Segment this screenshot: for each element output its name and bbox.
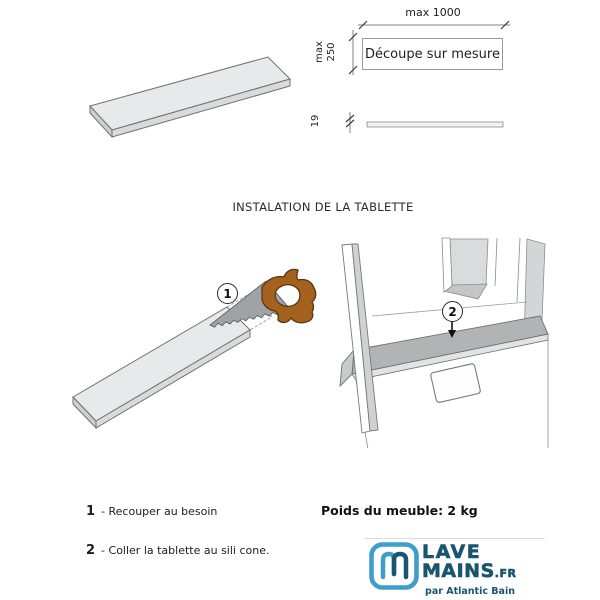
thickness-dimension-label: 19 [310,114,321,128]
instruction-1 [86,504,217,519]
height-dimension-line1: max [314,41,325,63]
cutting-illustration [60,255,322,440]
niche-left-wall [442,238,452,292]
callout-1-badge: 1 [217,283,238,304]
shelf-side-profile [367,122,503,127]
section-title: INSTALATION DE LA TABLETTE [232,200,414,214]
width-dimension-label: max 1000 [405,6,461,19]
instruction-2-number: 2 [86,543,96,558]
logo-tld: .FR [494,567,517,580]
logo-m-icon [369,542,419,590]
logo-divider [365,538,545,539]
callout-2-badge: 2 [442,301,463,322]
logo-word-lave: LAVE [422,541,482,563]
instruction-2-text: - Coller la tablette au sili cone. [101,544,270,557]
instruction-1-text: - Recouper au besoin [101,505,218,518]
height-dimension-line2: 250 [326,42,337,62]
instruction-2 [86,543,269,558]
shelf-left-end [340,350,354,386]
installation-illustration [328,235,550,448]
logo-wordmark [422,543,516,583]
shelf-3d-drawing [80,45,300,145]
weight-label: Poids du meuble: 2 kg [321,503,478,518]
cut-to-size-box: Découpe sur mesure [362,38,503,70]
niche-back [450,239,488,286]
height-dimension-label [314,36,340,68]
dimension-ticks [346,21,509,127]
instruction-1-number: 1 [86,504,96,519]
logo-word-mains: MAINS [422,560,495,582]
logo-tagline: par Atlantic Bain [425,586,515,597]
dimension-diagram [310,0,540,140]
